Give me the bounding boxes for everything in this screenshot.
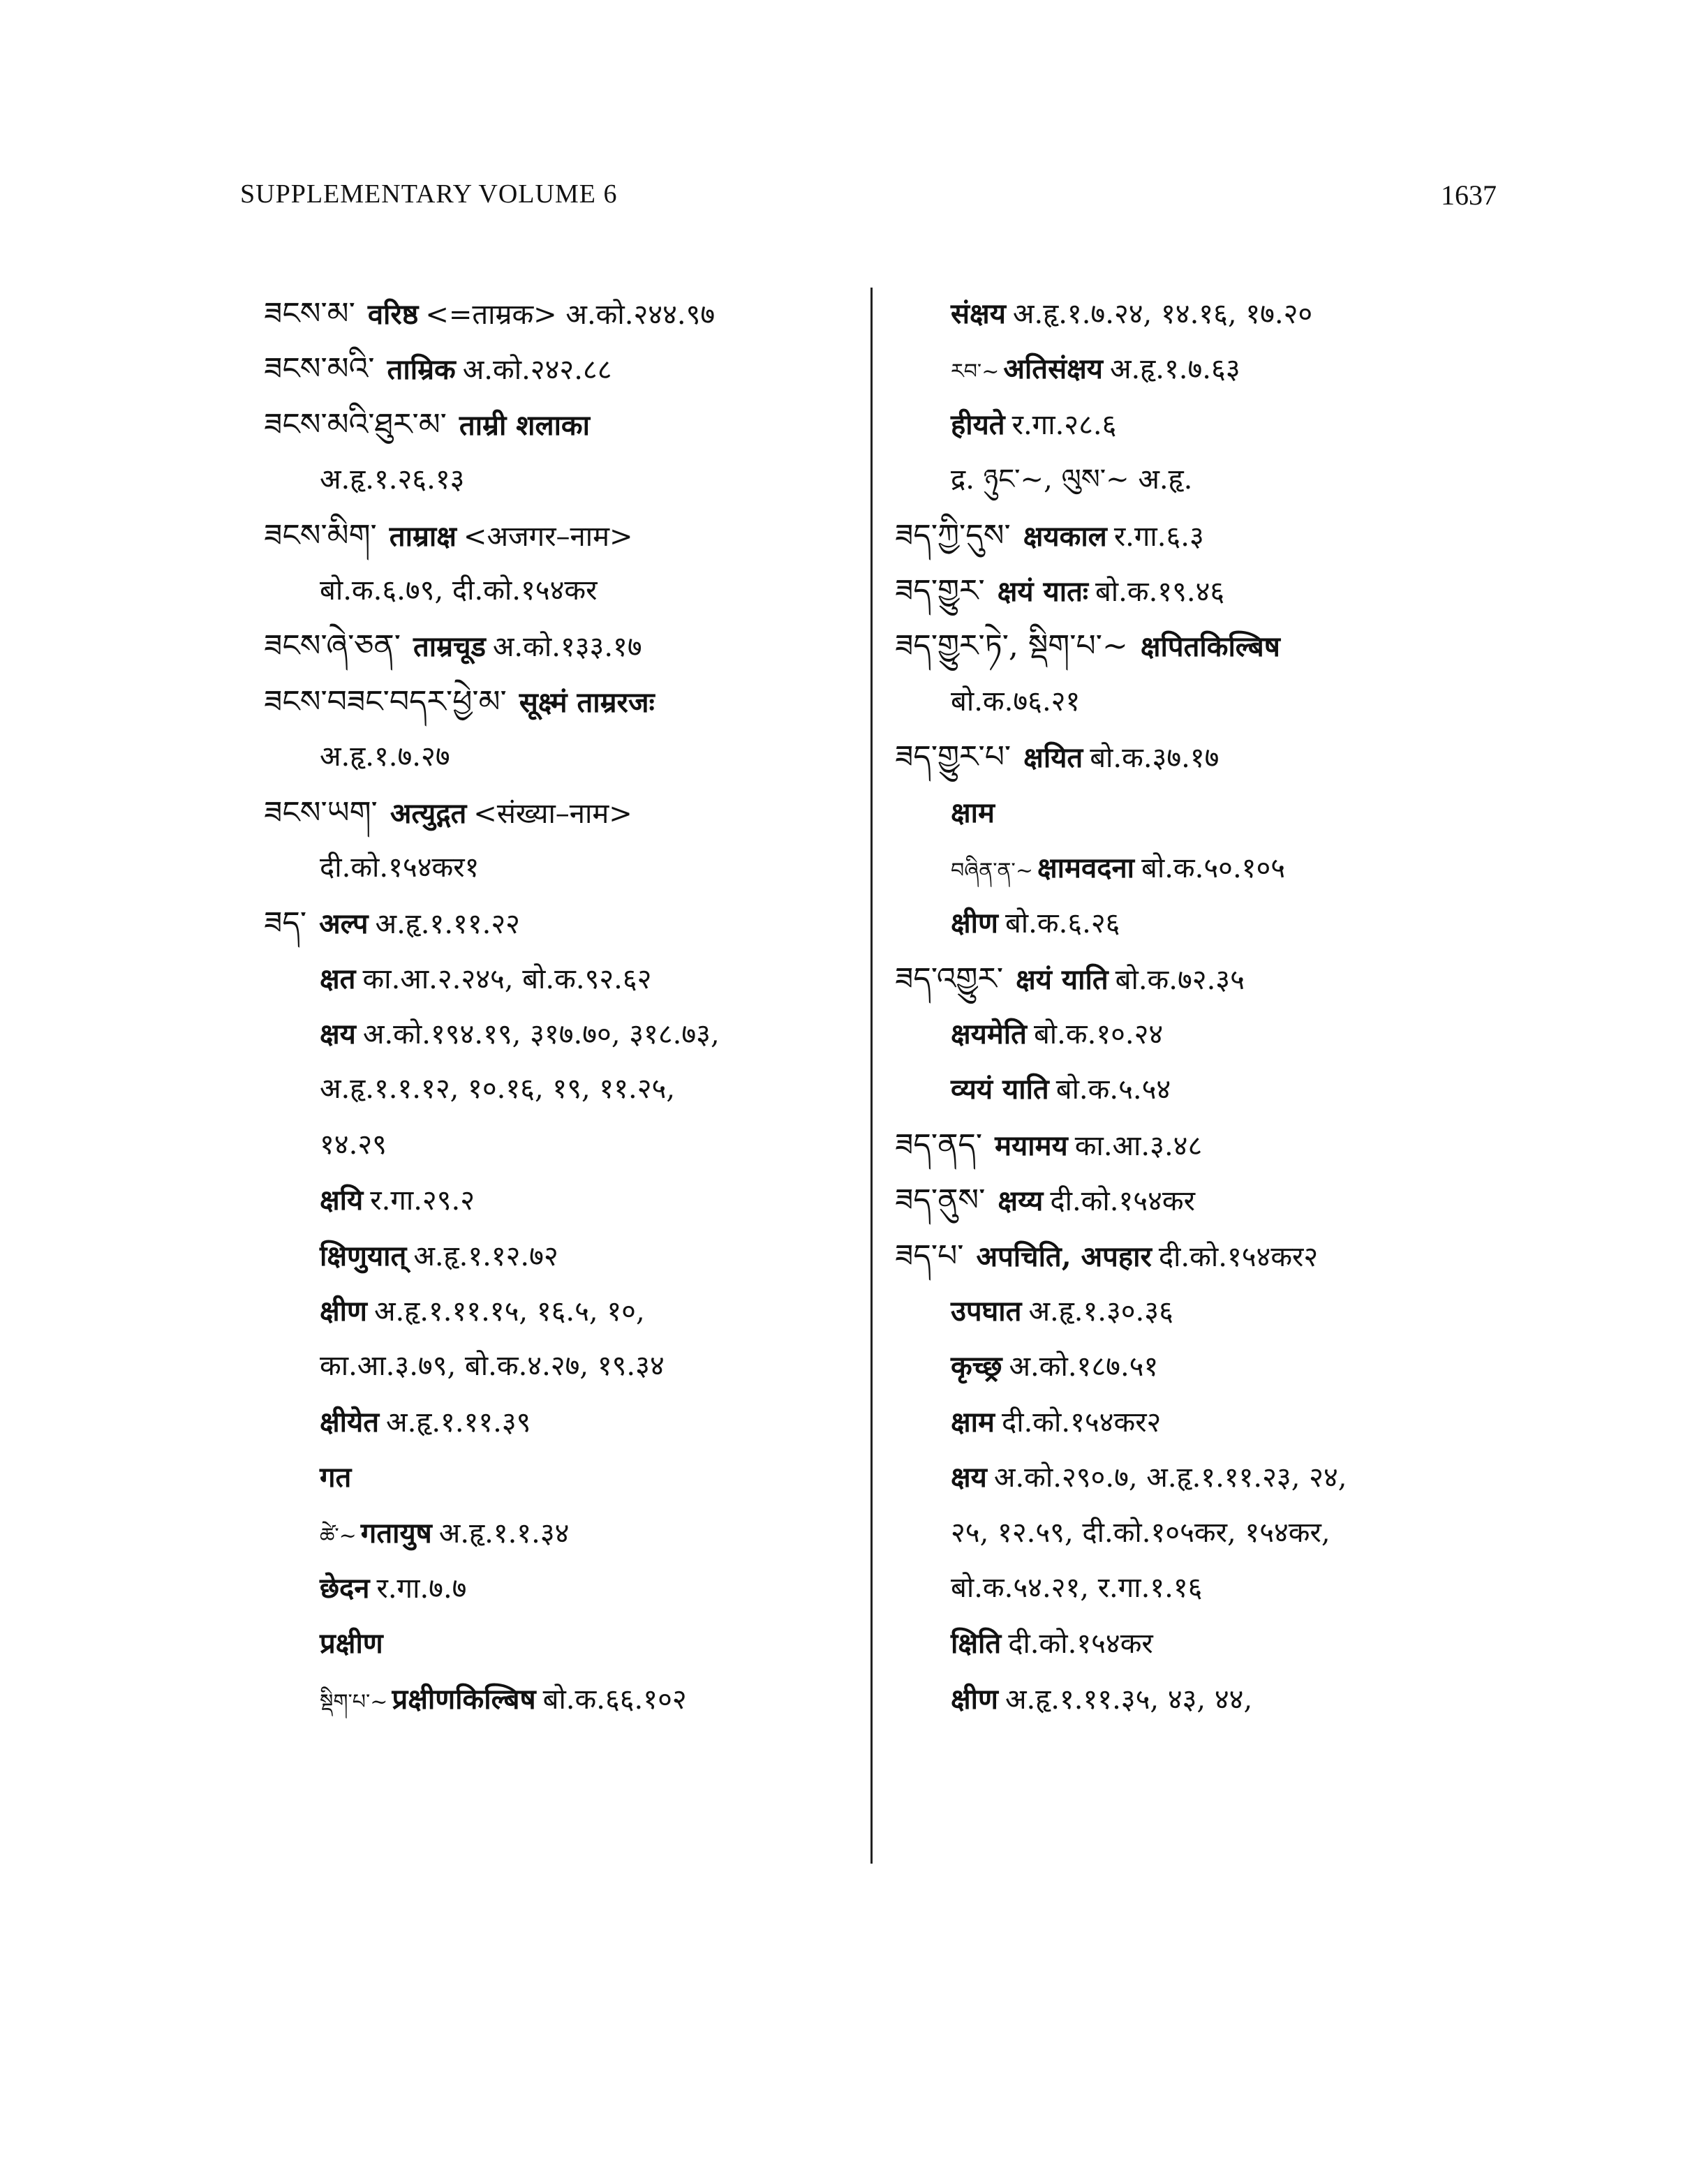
sanskrit-equivalent: क्षयि xyxy=(320,1184,364,1217)
entry-line xyxy=(895,508,1523,563)
entry-line xyxy=(264,508,864,563)
source-reference: अ.को.२४२.८८ xyxy=(462,354,612,387)
entry-line xyxy=(895,1395,1523,1450)
sanskrit-equivalent: क्षीयेत xyxy=(320,1405,380,1439)
source-reference: बो.क.७२.३५ xyxy=(1115,963,1245,996)
entry-line xyxy=(895,452,1523,507)
sanskrit-equivalent: क्षय xyxy=(951,1461,987,1494)
tibetan-compound: ཚེ་~ xyxy=(320,1523,357,1548)
source-reference: अ.हृ.१.११.३५, ४३, ४४, xyxy=(1005,1683,1253,1716)
running-head: SUPPLEMENTARY VOLUME 6 xyxy=(240,179,618,209)
source-reference: र.गा.२९.२ xyxy=(370,1184,475,1217)
sanskrit-equivalent: मयामय xyxy=(995,1129,1068,1162)
entry-line xyxy=(264,1506,864,1561)
sanskrit-equivalent: क्षीण xyxy=(951,1682,998,1716)
entry-line xyxy=(895,896,1523,951)
source-reference: बो.क.६.७९, दी.को.१५४कर xyxy=(320,574,598,607)
tibetan-headword: ཟངས་མའི་ཐུར་མ་ xyxy=(264,406,447,443)
source-reference: अ.को.१९४.१९, ३१७.७०, ३१८.७३, xyxy=(362,1018,720,1051)
left-column xyxy=(264,286,864,1727)
source-reference: दी.को.१५४कर२ xyxy=(1001,1406,1162,1439)
entry-line xyxy=(264,286,864,341)
sanskrit-equivalent: क्षयकाल xyxy=(1023,519,1107,553)
entry-line xyxy=(895,1006,1523,1062)
source-reference: अ.हृ.१.७.२७ xyxy=(320,741,450,773)
entry-line xyxy=(264,1395,864,1450)
source-reference: अ.को.२९०.७, अ.हृ.१.११.२३, २४, xyxy=(993,1462,1347,1494)
source-reference: अ.हृ.१.१.३४ xyxy=(438,1517,570,1550)
source-reference: र.गा.२८.६ xyxy=(1011,408,1117,441)
entry-line xyxy=(264,1228,864,1284)
source-reference: अ.को.१८७.५१ xyxy=(1009,1351,1159,1383)
entry-line xyxy=(895,1173,1523,1228)
entry-line xyxy=(895,341,1523,396)
source-reference: अ.हृ.१.३०.३६ xyxy=(1028,1295,1173,1328)
source-reference: दी.को.१५४कर xyxy=(1008,1628,1153,1661)
entry-line xyxy=(264,785,864,840)
source-reference: <=ताम्रक> अ.को.२४४.९७ xyxy=(425,299,716,331)
sanskrit-equivalent: अत्युद्गत xyxy=(390,796,467,830)
entry-line xyxy=(264,1450,864,1505)
sanskrit-equivalent: क्षीण xyxy=(951,907,998,940)
sanskrit-equivalent: क्षीण xyxy=(320,1295,367,1328)
source-reference: अ.को.१३३.१७ xyxy=(492,631,642,664)
tibetan-headword: ཟངས་མིག་ xyxy=(264,517,377,554)
tibetan-headword: ཟངས་ཞེ་ཅན་ xyxy=(264,628,401,664)
entry-line xyxy=(264,563,864,618)
tibetan-headword: ཟངས་ཡག་ xyxy=(264,794,378,831)
entry-line xyxy=(264,452,864,507)
tibetan-headword: ཟད་གྱུར་ xyxy=(895,572,985,609)
tibetan-headword: ཟངས་མའི་ xyxy=(264,351,375,387)
sanskrit-equivalent: गत xyxy=(320,1461,352,1494)
sanskrit-equivalent: कृच्छ्र xyxy=(951,1350,1002,1383)
sanskrit-equivalent: उपघात xyxy=(951,1295,1022,1328)
source-reference: बो.क.५४.२१, र.गा.१.१६ xyxy=(951,1571,1203,1604)
entry-line xyxy=(895,1672,1523,1727)
column-divider xyxy=(870,288,873,1864)
sanskrit-equivalent: क्षिति xyxy=(951,1627,1002,1661)
source-reference: २५, १२.५९, दी.को.१०५कर, १५४कर, xyxy=(951,1516,1330,1549)
tibetan-headword: ཟད་པ་ xyxy=(895,1238,964,1274)
entry-line xyxy=(264,618,864,674)
sanskrit-equivalent: ताम्रिक xyxy=(387,353,456,387)
sanskrit-equivalent: संक्षय xyxy=(951,297,1006,330)
entry-line xyxy=(895,785,1523,840)
entry-line xyxy=(264,1284,864,1339)
sanskrit-equivalent: क्षामवदना xyxy=(1037,851,1134,884)
entry-line xyxy=(264,1006,864,1062)
sanskrit-equivalent: क्षिणुयात् xyxy=(320,1239,407,1272)
sanskrit-equivalent: क्षयं यातः xyxy=(997,574,1088,608)
entry-line xyxy=(264,397,864,452)
entry-line xyxy=(895,1450,1523,1505)
source-reference: का.आ.२.२४५, बो.क.९२.६२ xyxy=(362,963,652,995)
entry-line xyxy=(895,397,1523,452)
source-reference: बो.क.६.२६ xyxy=(1005,907,1120,940)
entry-line xyxy=(895,286,1523,341)
source-reference: दी.को.१५४कर१ xyxy=(320,851,480,884)
source-reference: बो.क.१९.४६ xyxy=(1095,575,1225,608)
tibetan-headword: ཟད་འགྱུར་ xyxy=(895,960,1004,997)
source-reference: बो.क.७६.२१ xyxy=(951,685,1081,718)
source-reference: र.गा.६.३ xyxy=(1113,520,1204,553)
sanskrit-equivalent: व्ययं याति xyxy=(951,1073,1049,1106)
sanskrit-equivalent: क्षत xyxy=(320,962,356,995)
sanskrit-equivalent: वरिष्ठ xyxy=(367,298,419,331)
source-reference: अ.हृ.१.१२.७२ xyxy=(413,1240,558,1272)
tibetan-headword: ཟངས་མ་ xyxy=(264,296,355,332)
tibetan-headword: ཟད་ནད་ xyxy=(895,1127,983,1163)
entry-line xyxy=(895,618,1523,674)
right-column xyxy=(895,286,1523,1727)
entry-line xyxy=(264,896,864,951)
entry-line xyxy=(895,1506,1523,1561)
entry-line xyxy=(264,1117,864,1173)
sanskrit-equivalent: अल्प xyxy=(319,907,369,941)
source-reference: बो.क.६६.१०२ xyxy=(542,1683,687,1716)
sanskrit-equivalent: ताम्रचूड xyxy=(413,630,486,664)
sanskrit-equivalent: सूक्ष्मं ताम्ररजः xyxy=(519,685,655,719)
sanskrit-equivalent: क्षय xyxy=(320,1018,356,1051)
entry-line xyxy=(895,951,1523,1006)
entry-line xyxy=(895,840,1523,896)
sanskrit-equivalent: क्षयं याति xyxy=(1016,963,1109,996)
source-reference: का.आ.३.७९, बो.क.४.२७, १९.३४ xyxy=(320,1350,665,1383)
entry-line xyxy=(264,1672,864,1727)
entry-line xyxy=(264,341,864,396)
tibetan-compound: བཞིན་ན་~ xyxy=(951,858,1033,883)
tibetan-headword: ཟད་ཀྱི་དུས་ xyxy=(895,517,1011,554)
source-reference: बो.क.३७.१७ xyxy=(1090,742,1220,775)
source-reference: का.आ.३.४८ xyxy=(1074,1129,1203,1162)
sanskrit-equivalent: ताम्राक्ष xyxy=(389,519,457,553)
tibetan-headword: ཟད་ནུས་ xyxy=(895,1182,986,1219)
entry-line xyxy=(895,729,1523,785)
source-reference: अ.हृ.१.७.६३ xyxy=(1110,353,1240,386)
sanskrit-equivalent: क्षयित xyxy=(1023,741,1083,775)
sanskrit-equivalent: हीयते xyxy=(951,408,1005,441)
entry-line xyxy=(264,674,864,729)
entry-line xyxy=(895,1284,1523,1339)
source-reference: अ.हृ.१.१.१२, १०.१६, १९, ११.२५, xyxy=(320,1073,676,1106)
sanskrit-equivalent: ताम्री शलाका xyxy=(459,408,591,442)
sanskrit-equivalent: क्षपितकिल्बिष xyxy=(1140,630,1280,664)
page-number: 1637 xyxy=(1441,179,1497,211)
entry-line xyxy=(895,1616,1523,1671)
page-header xyxy=(240,179,1497,221)
source-reference: <संख्या–नाम> xyxy=(473,797,632,830)
entry-line xyxy=(895,1117,1523,1173)
source-reference: बो.क.५.५४ xyxy=(1055,1074,1171,1106)
tibetan-headword: ཟངས་བཟང་བདར་ཕྱེ་མ་ xyxy=(264,683,507,720)
source-reference: द्र. ཉུང་~, ལུས་~ अ.हृ. xyxy=(951,463,1193,496)
source-reference: १४.२९ xyxy=(320,1128,387,1161)
source-reference: बो.क.५०.१०५ xyxy=(1141,852,1286,884)
source-reference: अ.हृ.१.११.१५, १६.५, १०, xyxy=(373,1295,645,1328)
sanskrit-equivalent: गतायुष xyxy=(360,1516,432,1550)
source-reference: दी.को.१५४कर२ xyxy=(1158,1240,1319,1273)
sanskrit-equivalent: क्षयमेति xyxy=(951,1018,1027,1051)
source-reference: अ.हृ.१.११.३९ xyxy=(386,1406,531,1439)
sanskrit-equivalent: क्षाम xyxy=(951,1405,995,1439)
tibetan-headword: ཟད་ xyxy=(264,905,307,942)
entry-line xyxy=(895,674,1523,729)
source-reference: बो.क.१०.२४ xyxy=(1033,1018,1164,1051)
entry-line xyxy=(895,1561,1523,1616)
source-reference: अ.हृ.१.२६.१३ xyxy=(320,463,465,496)
sanskrit-equivalent: क्षाम xyxy=(951,796,995,829)
entry-line xyxy=(895,563,1523,618)
tibetan-compound: སྡིག་པ་~ xyxy=(320,1689,388,1714)
sanskrit-equivalent: अतिसंक्षय xyxy=(1003,352,1103,386)
tibetan-headword: ཟད་གྱུར་ཏེ་, སྡིག་པ་~ xyxy=(895,628,1128,664)
sanskrit-equivalent: छेदन xyxy=(320,1571,370,1605)
entry-line xyxy=(264,1616,864,1671)
entry-line xyxy=(895,1062,1523,1117)
entry-line xyxy=(264,951,864,1006)
sanskrit-equivalent: अपचिति, अपहार xyxy=(976,1240,1152,1273)
source-reference: अ.हृ.१.११.२२ xyxy=(375,908,520,941)
entry-line xyxy=(264,1339,864,1394)
tibetan-compound: རབ་~ xyxy=(951,359,1000,385)
sanskrit-equivalent: क्षय्य xyxy=(998,1184,1044,1218)
entry-line xyxy=(264,1062,864,1117)
entry-line xyxy=(264,729,864,785)
source-reference: अ.हृ.१.७.२४, १४.१६, १७.२० xyxy=(1012,298,1313,330)
source-reference: दी.को.१५४कर xyxy=(1050,1185,1195,1218)
sanskrit-equivalent: प्रक्षीण xyxy=(320,1627,383,1661)
entry-line xyxy=(264,840,864,896)
source-reference: <अजगर–नाम> xyxy=(463,520,633,553)
sanskrit-equivalent: प्रक्षीणकिल्बिष xyxy=(392,1682,536,1716)
entry-line xyxy=(895,1339,1523,1394)
tibetan-headword: ཟད་གྱུར་པ་ xyxy=(895,739,1011,775)
source-reference: र.गा.७.७ xyxy=(376,1572,467,1605)
entry-line xyxy=(895,1228,1523,1284)
entry-line xyxy=(264,1173,864,1228)
entry-line xyxy=(264,1561,864,1616)
